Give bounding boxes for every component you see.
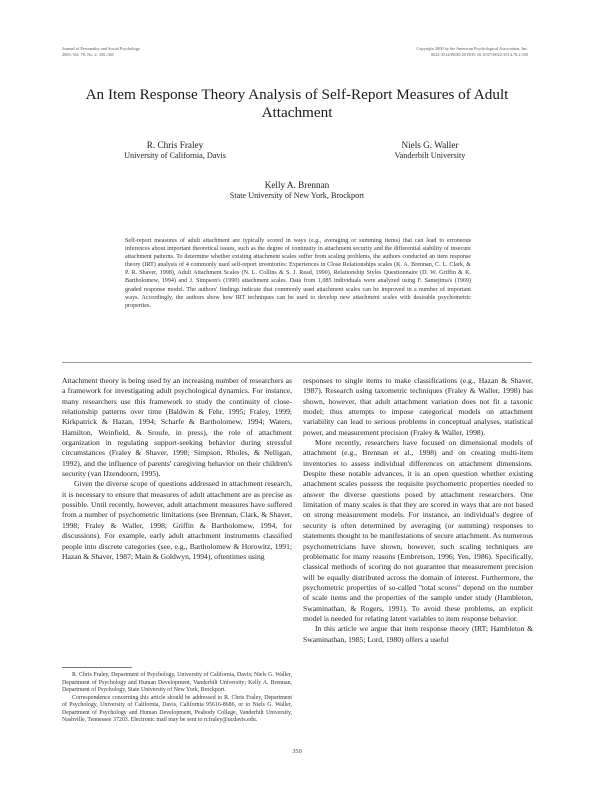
author-block-3 bbox=[180, 180, 414, 201]
journal-header-right bbox=[328, 46, 528, 58]
footnote: R. Chris Fraley, Department of Psychology, University of California, Davis; Niels G. Waller, Department of Psychology and Human Development, Vanderbilt University; Kelly A. Brennan, Department of Psychology, State University of New York, Brockport. bbox=[62, 672, 292, 693]
doi-line: 0022-3514/00/$5.00 DOI: 10.1037//0022-3514.78.2.350 bbox=[430, 52, 528, 57]
body-paragraph: More recently, researchers have focused on dimensional models of attachment (e.g., Brennan et al., 1998) and on creating multi-item inventories to assess individual differences on attachment dimensions. Despite these notable advances, it is an open question whether existing attachment scales possess the requisite psychometric properties needed to answer the diverse questions posed by attachment researchers. One limitation of many scales is that they are scored in ways that are not based on strong measurement models. For instance, an individual's degree of security is often determined by averaging (or summing) responses to statements thought to be manifestations of secure attachment. As numerous psychometricians have shown, however, such scaling techniques are problematic for many reasons (Embretson, 1996; Yen, 1986). Specifically, classical methods of scoring do not guarantee that measurement precision will be equally distributed across the domain of interest. Furthermore, the psychometric properties of so-called "total scores" depend on the number of scale items and the properties of the sample under study (Hambleton, Swaminathan, & Rogers, 1991). To avoid these problems, an explicit model is needed for relating latent variables to item response behavior. bbox=[303, 438, 533, 623]
author-affiliation: University of California, Davis bbox=[124, 151, 226, 160]
copyright-line: Copyright 2000 by the American Psychological Association, Inc. bbox=[416, 46, 528, 51]
body-paragraph: In this article we argue that item response theory (IRT; Hambleton & Swaminathan, 1985; Lord, 1980) offers a useful bbox=[303, 624, 533, 644]
journal-volume: 2000, Vol. 78, No. 2, 350–365 bbox=[62, 52, 114, 57]
author-affiliation: Vanderbilt University bbox=[394, 151, 466, 160]
author-name: Kelly A. Brennan bbox=[264, 180, 330, 190]
abstract: Self-report measures of adult attachment are typically scored in ways (e.g., averaging or summing items) that can lead to erroneous inferences about important theoretical issues, such as the degree of continuity in attachment security and the differential stability of insecure attachment patterns. To determine whether existing attachment scales suffer from scaling problems, the authors conducted an item response theory (IRT) analysis of 4 commonly used self-report inventories: Experiences in Close Relationships scales (K. A. Brennan, C. L. Clark, & P. R. Shaver, 1998), Adult Attachment Scales (N. L. Collins & S. J. Read, 1990), Relationship Styles Questionnaire (D. W. Griffin & K. Bartholomew, 1994) and J. Simpson's (1990) attachment scales. Data from 1,085 individuals were analyzed using F. Samejima's (1969) graded response model. The authors' findings indicate that commonly used attachment scales can be improved in a number of important ways. Accordingly, the authors show how IRT techniques can be used to develop new attachment scales with desirable psychometric properties. bbox=[125, 238, 471, 309]
author-block-2 bbox=[350, 140, 510, 161]
author-name: R. Chris Fraley bbox=[146, 140, 204, 150]
page-number: 350 bbox=[292, 748, 302, 755]
journal-name: Journal of Personality and Social Psychology bbox=[62, 46, 140, 51]
body-paragraph: Attachment theory is being used by an increasing number of researchers as a framework for investigating adult psychological dynamics. For instance, many researchers use this framework to study the continuity of close-relationship patterns over time (Baldwin & Fehr, 1995; Fraley, 1999; Kirkpatrick & Hazan, 1994; Scharfe & Bartholomew, 1994; Waters, Hamilton, Weinfield, & Sroufe, in press), the role of attachment organization in regulating support-seeking behavior during stressful circumstances (Fraley & Shaver, 1998; Simpson, Rholes, & Nelligan, 1992), and the influence of parents' caregiving behavior on their children's security (van IJzendoorn, 1995). bbox=[62, 376, 292, 479]
body-paragraph: responses to single items to make classifications (e.g., Hazan & Shaver, 1987). Research using taxometric techniques (Fraley & Waller, 1998) has shown, however, that adult attachment variation does not fit a taxonic model; thus attempts to impose categorical models on attachment variability can lead to serious problems in conceptual analyses, statistical power, and measurement precision (Fraley & Waller, 1998). bbox=[303, 376, 533, 437]
footnote-divider bbox=[62, 667, 132, 668]
author-name: Niels G. Waller bbox=[401, 140, 459, 150]
footnote: Correspondence concerning this article should be addressed to R. Chris Fraley, Department of Psychology, University of California, Davis, California 95616-8686, or to Niels G. Waller, Department of Psychology and Human Development, Peabody College, Vanderbilt University, Nashville, Tennessee 37203. Electronic mail may be sent to rcfraley@ucdavis.edu. bbox=[62, 694, 292, 723]
section-divider bbox=[62, 362, 532, 363]
journal-header-left bbox=[62, 46, 242, 58]
author-block-1 bbox=[100, 140, 250, 161]
author-footnotes bbox=[62, 672, 292, 725]
article-title: An Item Response Theory Analysis of Self-Report Measures of Adult Attachment bbox=[85, 86, 509, 121]
body-column-right bbox=[303, 376, 533, 645]
body-paragraph: Given the diverse scope of questions addressed in attachment research, it is necessary to ensure that measures of adult attachment are as precise as possible. Until recently, however, adult attachment measures have suffered from a number of psychometric limitations (see Brennan, Clark, & Shaver, 1998; Fraley & Waller, 1998; Griffin & Bartholomew, 1994, for discussions). For example, early adult attachment instruments classified people into discrete categories (see, e.g., Bartholomew & Horowitz, 1991; Hazan & Shaver, 1987; Main & Goldwyn, 1994), oftentimes using bbox=[62, 479, 292, 561]
author-affiliation: State University of New York, Brockport bbox=[229, 191, 365, 200]
body-column-left bbox=[62, 376, 292, 562]
